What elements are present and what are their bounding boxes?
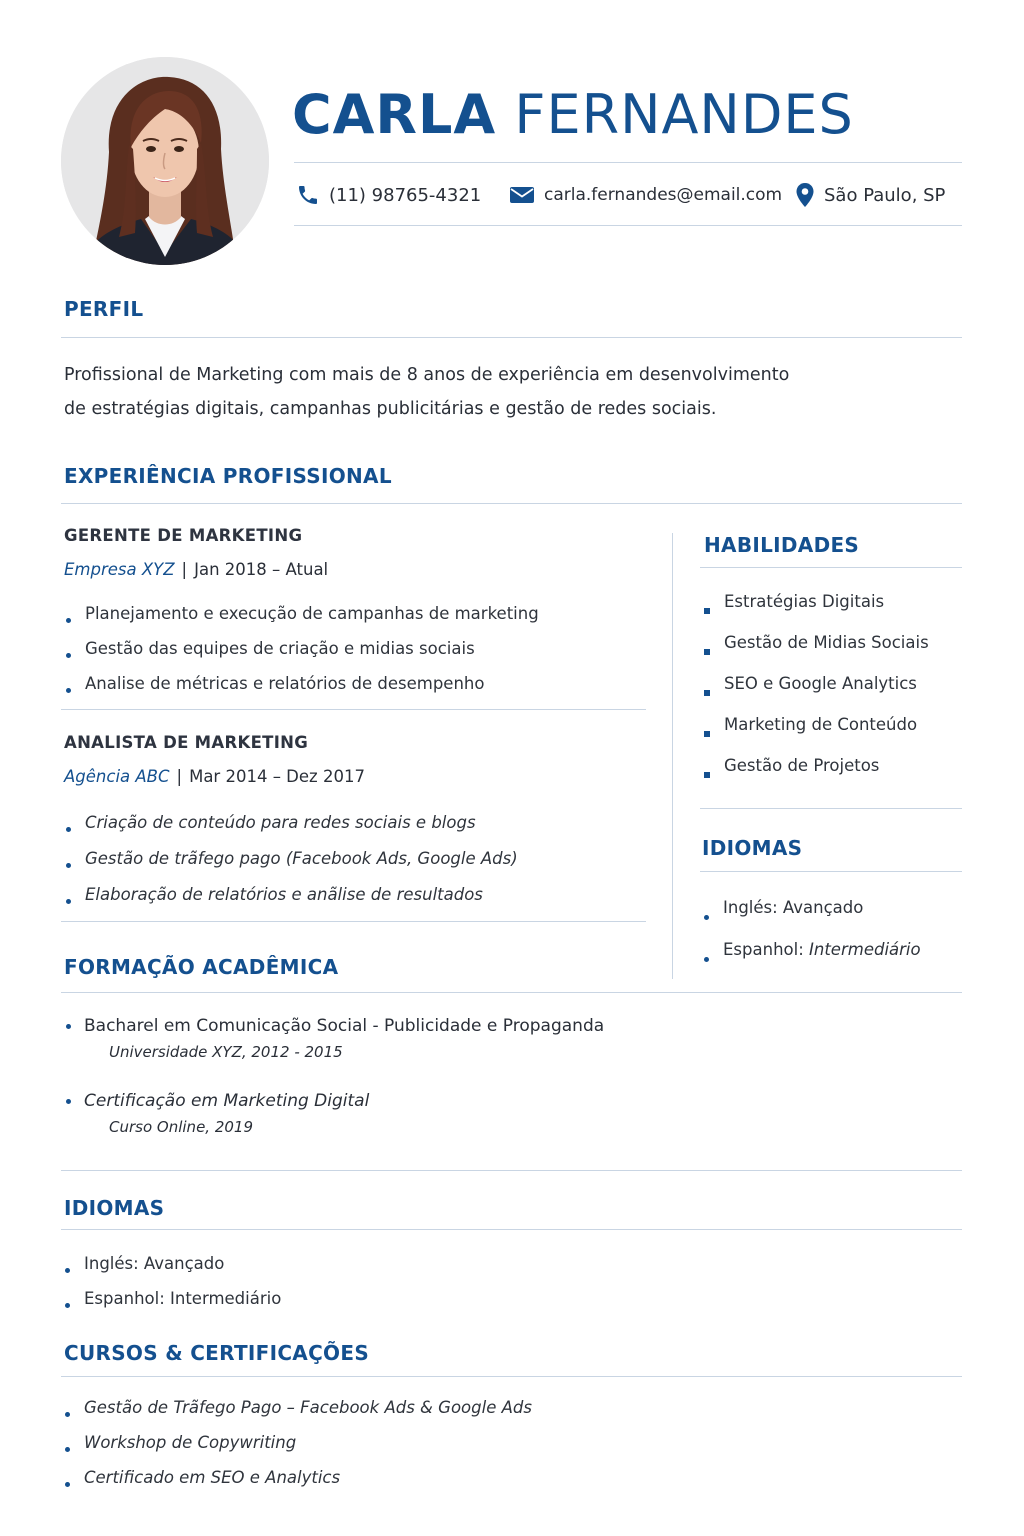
courses-section-title: CURSOS & CERTIFICAÇÕES xyxy=(64,1341,370,1365)
skills-divider xyxy=(700,567,962,568)
contact-email[interactable] xyxy=(509,185,782,205)
candidate-name xyxy=(292,82,854,148)
skills-section-title: HABILIDADES xyxy=(704,533,860,557)
list-item: Gestão de trãfego pago (Facebook Ads, Google Ads) xyxy=(63,847,518,883)
profile-section-title: PERFIL xyxy=(64,297,144,321)
education-divider xyxy=(61,992,962,993)
contact-phone[interactable] xyxy=(296,183,481,207)
location-text: São Paulo, SP xyxy=(824,184,946,206)
experience-end-divider xyxy=(61,921,646,922)
job-separator: | xyxy=(176,767,183,786)
job-bullet-list xyxy=(63,811,518,919)
header-divider-top xyxy=(294,162,962,163)
phone-icon xyxy=(296,183,320,207)
education-detail: Universidade XYZ, 2012 - 2015 xyxy=(109,1043,343,1061)
language-level: Intermediário xyxy=(809,940,921,959)
skills-end-divider xyxy=(700,808,962,809)
list-item: Certificado em SEO e Analytics xyxy=(62,1466,532,1501)
job-company: Empresa XYZ xyxy=(64,560,175,579)
sidebar-divider xyxy=(672,533,673,979)
education-section-title: FORMAÇÃO ACADÊMICA xyxy=(64,955,339,979)
list-item: Estratégias Digitais xyxy=(702,590,929,631)
contact-row xyxy=(296,176,962,214)
first-name: CARLA xyxy=(292,83,497,146)
contact-location xyxy=(795,182,945,208)
list-item: Inglés: Avançado xyxy=(701,896,921,938)
experience-section-title: EXPERIÊNCIA PROFISSIONAL xyxy=(64,464,392,488)
courses-divider xyxy=(61,1376,962,1377)
list-item: Espanhol: Intermediário xyxy=(62,1287,281,1322)
languages-divider xyxy=(61,1229,962,1230)
header-divider-bottom xyxy=(294,225,962,226)
list-item: Gestão das equipes de criação e midias sociais xyxy=(63,637,539,672)
list-item xyxy=(701,938,921,980)
phone-number: (11) 98765-4321 xyxy=(329,184,482,206)
language-name: Espanhol: xyxy=(723,940,810,959)
last-name: FERNANDES xyxy=(514,83,854,146)
languages-side-title: IDIOMAS xyxy=(702,836,803,860)
list-item: Elaboração de relatórios e anãlise de resultados xyxy=(63,883,518,919)
list-item: Planejamento e execução de campanhas de marketing xyxy=(63,602,539,637)
profile-line-1: Profissional de Marketing com mais de 8 anos de experiência em desenvolvimento xyxy=(64,365,790,385)
skills-list xyxy=(702,590,929,795)
education-detail: Curso Online, 2019 xyxy=(109,1118,254,1136)
profile-photo xyxy=(61,57,269,265)
map-pin-icon xyxy=(795,182,815,208)
list-item: Inglés: Avançado xyxy=(62,1252,281,1287)
languages-side-list xyxy=(701,896,921,980)
list-item: Workshop de Copywriting xyxy=(62,1431,532,1466)
job-period: Jan 2018 – Atual xyxy=(194,560,329,579)
profile-summary xyxy=(64,358,824,426)
list-item: Marketing de Conteúdo xyxy=(702,713,929,754)
list-item: Gestão de Projetos xyxy=(702,754,929,795)
list-item: SEO e Google Analytics xyxy=(702,672,929,713)
list-item: Gestão de Trãfego Pago – Facebook Ads & Google Ads xyxy=(62,1396,532,1431)
courses-list xyxy=(62,1396,532,1501)
job-period: Mar 2014 – Dez 2017 xyxy=(189,767,365,786)
education-item xyxy=(64,1016,604,1061)
education-degree: Certificação em Marketing Digital xyxy=(64,1091,369,1111)
job-bullet-list xyxy=(63,602,539,707)
email-address: carla.fernandes@email.com xyxy=(544,185,783,205)
envelope-icon xyxy=(509,185,535,205)
experience-divider xyxy=(61,503,962,504)
languages-list xyxy=(62,1252,281,1322)
languages-side-divider xyxy=(700,871,962,872)
job-divider xyxy=(61,709,646,710)
job-meta xyxy=(64,767,365,786)
job-title: ANALISTA DE MARKETING xyxy=(64,733,309,752)
job-title: GERENTE DE MARKETING xyxy=(64,526,303,545)
list-item: Criação de conteúdo para redes sociais e blogs xyxy=(63,811,518,847)
education-end-divider xyxy=(61,1170,962,1171)
education-degree: Bacharel em Comunicação Social - Publicidade e Propaganda xyxy=(64,1016,604,1036)
list-item: Analise de métricas e relatórios de desempenho xyxy=(63,672,539,707)
list-item: Gestão de Midias Sociais xyxy=(702,631,929,672)
education-item xyxy=(64,1091,369,1136)
profile-line-2: de estratégias digitais, campanhas publicitárias e gestão de redes sociais. xyxy=(64,399,717,419)
job-separator: | xyxy=(181,560,188,579)
job-meta xyxy=(64,560,328,579)
profile-divider xyxy=(61,337,962,338)
languages-section-title: IDIOMAS xyxy=(64,1196,165,1220)
job-company: Agência ABC xyxy=(64,767,170,786)
